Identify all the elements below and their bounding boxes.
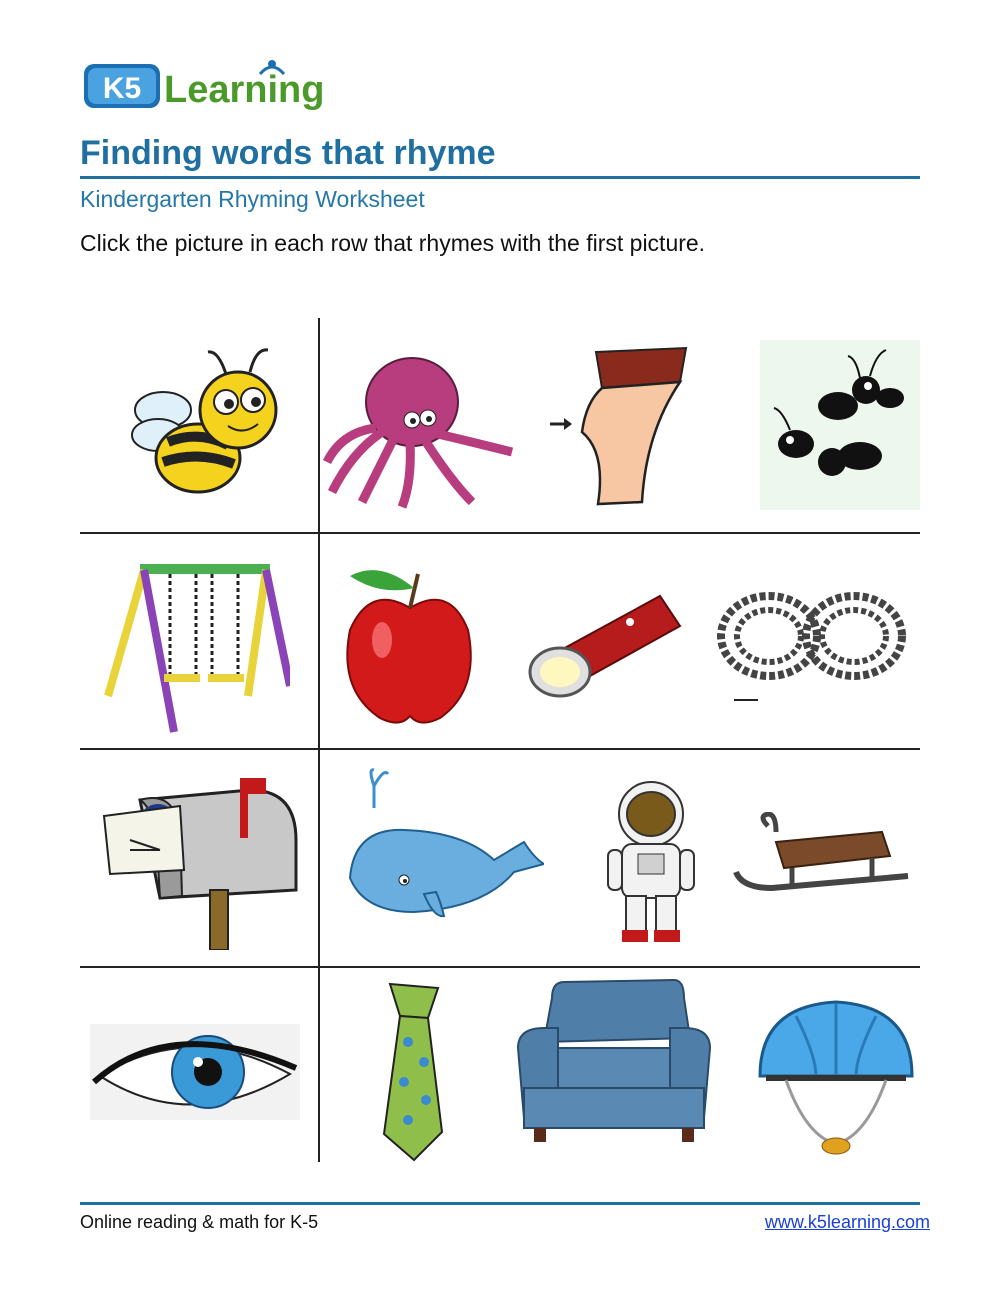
- row-divider: [80, 748, 920, 750]
- knee-icon[interactable]: [546, 342, 706, 512]
- mailbox-icon: [100, 770, 300, 950]
- astronaut-icon[interactable]: [606, 780, 696, 944]
- flashlight-icon[interactable]: [520, 586, 690, 706]
- bee-icon: [108, 330, 288, 510]
- svg-text:K5: K5: [102, 72, 142, 105]
- rope-icon[interactable]: [714, 576, 910, 716]
- armchair-icon[interactable]: [514, 978, 714, 1144]
- footer-tagline: Online reading & math for K-5: [80, 1212, 319, 1232]
- sled-icon[interactable]: [732, 812, 912, 902]
- whale-icon[interactable]: [344, 768, 544, 928]
- k5-learning-logo: [80, 52, 330, 116]
- helmet-icon[interactable]: [756, 996, 916, 1160]
- page-title: Finding words that rhyme: [80, 134, 496, 172]
- apple-icon[interactable]: [330, 560, 490, 730]
- tie-icon[interactable]: [378, 982, 448, 1162]
- ants-icon[interactable]: [760, 340, 920, 510]
- title-divider: [80, 176, 920, 179]
- rhyme-grid: [80, 318, 920, 1162]
- row-divider: [80, 966, 920, 968]
- footer-divider: [80, 1202, 920, 1205]
- octopus-icon[interactable]: [322, 342, 522, 512]
- eye-icon: [90, 1024, 300, 1120]
- instructions-text: Click the picture in each row that rhymes with the first picture.: [80, 230, 706, 256]
- swing-set-icon: [100, 556, 290, 736]
- footer-website-link[interactable]: www.k5learning.com: [764, 1212, 930, 1232]
- svg-text:Learning: Learning: [164, 69, 325, 111]
- page-subtitle: Kindergarten Rhyming Worksheet: [80, 186, 425, 212]
- row-divider: [80, 532, 920, 534]
- column-divider: [318, 318, 320, 1162]
